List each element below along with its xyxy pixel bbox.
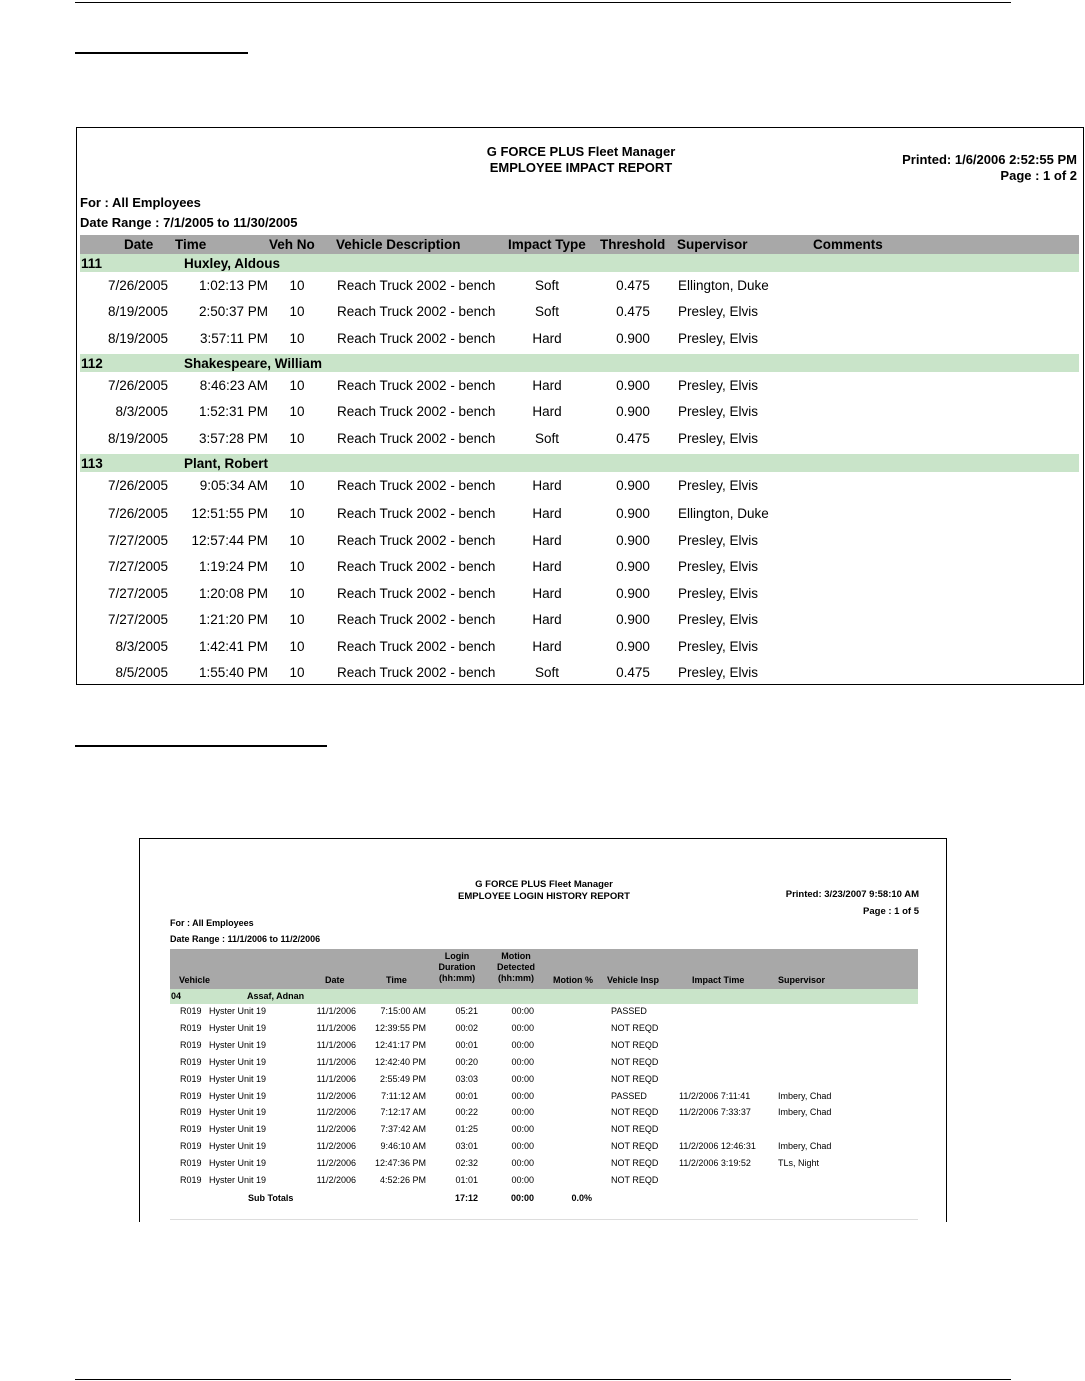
cell-vehicle-description: Reach Truck 2002 - bench	[337, 665, 496, 680]
cell-unit-code: R019	[180, 1107, 202, 1118]
cell-vehicle-insp: PASSED	[611, 1006, 647, 1016]
subtotals-label: Sub Totals	[248, 1193, 294, 1203]
cell-date: 7/27/2005	[107, 586, 168, 601]
cell-threshold: 0.475	[616, 431, 650, 446]
date-range: Date Range : 7/1/2005 to 11/30/2005	[80, 215, 298, 230]
cell-motion-detected: 00:00	[511, 1175, 534, 1185]
cell-supervisor: Presley, Elvis	[678, 559, 759, 574]
cell-time: 7:11:12 AM	[381, 1090, 426, 1101]
cell-veh-no: 10	[289, 586, 305, 601]
subtotals-motion: 00:00	[510, 1193, 534, 1203]
cell-veh-no: 10	[289, 431, 305, 446]
cell-supervisor: Presley, Elvis	[678, 639, 759, 654]
report2-printed-timestamp: Printed: 3/23/2007 9:58:10 AM	[785, 889, 919, 900]
employee-id: 113	[81, 456, 103, 471]
cell-veh-no: 10	[289, 639, 305, 654]
cell-threshold: 0.475	[616, 665, 650, 680]
cell-motion-detected: 00:00	[511, 1039, 534, 1050]
bottom-page-rule	[75, 1379, 1011, 1380]
cell-time: 1:21:20 PM	[198, 612, 268, 627]
section-underline-2	[75, 745, 327, 747]
subtotals-motion-pct: 0.0%	[571, 1193, 592, 1203]
table-row	[77, 378, 1085, 396]
table-row	[77, 506, 1085, 524]
cell-threshold: 0.475	[616, 278, 650, 293]
cell-time: 8:46:23 AM	[199, 378, 268, 393]
cell-time: 1:02:13 PM	[198, 278, 268, 293]
cell-veh-no: 10	[289, 612, 305, 627]
employee-login-history-report	[139, 838, 947, 1222]
cell-time: 9:46:10 AM	[380, 1141, 426, 1152]
cell-supervisor: Presley, Elvis	[678, 533, 759, 548]
cell-date: 11/1/2006	[316, 1022, 356, 1033]
cell-date: 11/1/2006	[316, 1056, 356, 1067]
cell-unit-code: R019	[180, 1090, 202, 1101]
printed-info	[902, 152, 1077, 184]
cell-login-duration: 01:25	[455, 1124, 478, 1135]
table-row	[77, 639, 1085, 657]
employee-group-header	[80, 254, 1079, 272]
cell-supervisor: TLs, Night	[778, 1158, 820, 1169]
printed-timestamp: Printed: 1/6/2006 2:52:55 PM	[902, 152, 1077, 167]
cell-motion-detected: 00:00	[511, 1006, 534, 1016]
employee-group-header	[80, 354, 1079, 372]
cell-threshold: 0.900	[616, 559, 650, 574]
cell-impact-type: Soft	[534, 665, 559, 680]
table-row	[77, 304, 1085, 322]
cell-date: 8/19/2005	[107, 331, 168, 346]
table-row	[140, 1124, 948, 1138]
cell-date: 7/26/2005	[107, 506, 168, 521]
cell-date: 7/26/2005	[107, 278, 168, 293]
cell-vehicle-name: Hyster Unit 19	[209, 1158, 267, 1169]
cell-unit-code: R019	[180, 1039, 202, 1050]
cell-supervisor: Presley, Elvis	[678, 586, 759, 601]
table-row	[77, 278, 1085, 296]
cell-vehicle-name: Hyster Unit 19	[209, 1073, 267, 1084]
cell-motion-detected: 00:00	[511, 1158, 534, 1169]
employee-id: 112	[81, 356, 103, 371]
employee-name: Plant, Robert	[184, 456, 269, 471]
cell-impact-type: Hard	[532, 478, 562, 493]
col-motion-detected-line2: Detected	[496, 962, 535, 972]
cell-vehicle-description: Reach Truck 2002 - bench	[337, 404, 496, 419]
cell-login-duration: 00:02	[455, 1022, 478, 1033]
cell-time: 2:50:37 PM	[198, 304, 268, 319]
cell-time: 7:15:00 AM	[380, 1006, 426, 1016]
cell-unit-code: R019	[180, 1056, 202, 1067]
cell-unit-code: R019	[180, 1124, 202, 1135]
cell-time: 4:52:26 PM	[379, 1175, 426, 1185]
cell-date: 7/27/2005	[107, 559, 168, 574]
cell-time: 12:41:17 PM	[374, 1039, 426, 1050]
cell-vehicle-insp: NOT REQD	[611, 1124, 659, 1135]
report2-table-header	[170, 949, 918, 989]
cell-veh-no: 10	[289, 331, 305, 346]
cell-threshold: 0.900	[616, 533, 650, 548]
report-title-line1: G FORCE PLUS Fleet Manager	[486, 144, 676, 159]
report2-for-line: For : All Employees	[170, 918, 254, 928]
cell-login-duration: 01:01	[455, 1175, 478, 1185]
cell-unit-code: R019	[180, 1175, 202, 1185]
cell-threshold: 0.900	[616, 612, 650, 627]
col-motion-pct: Motion %	[553, 975, 593, 985]
table-row	[140, 1006, 948, 1020]
col-login-duration-line1: Login	[444, 951, 470, 961]
section-underline-1	[75, 52, 248, 54]
cell-time: 1:52:31 PM	[198, 404, 268, 419]
cell-time: 12:47:36 PM	[374, 1158, 426, 1169]
col-impact-type: Impact Type	[508, 237, 586, 252]
report2-title-line1: G FORCE PLUS Fleet Manager	[475, 879, 613, 890]
cell-date: 11/2/2006	[316, 1107, 356, 1118]
cell-vehicle-name: Hyster Unit 19	[209, 1141, 267, 1152]
cell-date: 11/1/2006	[316, 1073, 356, 1084]
cell-vehicle-name: Hyster Unit 19	[209, 1006, 267, 1016]
report2-date-range: Date Range : 11/1/2006 to 11/2/2006	[170, 934, 321, 944]
cell-supervisor: Presley, Elvis	[678, 304, 759, 319]
cell-impact-type: Hard	[532, 404, 562, 419]
table-row	[140, 1023, 948, 1037]
cell-time: 3:57:11 PM	[199, 331, 268, 346]
col-vehicle: Vehicle	[179, 975, 211, 985]
cell-vehicle-name: Hyster Unit 19	[209, 1056, 267, 1067]
cell-vehicle-name: Hyster Unit 19	[209, 1175, 267, 1185]
cell-impact-time: 11/2/2006 3:19:52	[679, 1158, 751, 1169]
col-time: Time	[386, 975, 407, 985]
col-date: Date	[124, 237, 154, 252]
table-row	[77, 478, 1085, 496]
cell-vehicle-insp: NOT REQD	[611, 1022, 659, 1033]
cell-supervisor: Imbery, Chad	[778, 1090, 832, 1101]
cell-unit-code: R019	[180, 1073, 202, 1084]
employee-id: 111	[81, 256, 103, 271]
cell-impact-time: 11/2/2006 7:11:41	[679, 1090, 751, 1101]
cell-unit-code: R019	[180, 1141, 202, 1152]
table-row	[77, 665, 1085, 683]
cell-supervisor: Presley, Elvis	[678, 612, 759, 627]
cell-time: 2:55:49 PM	[379, 1073, 426, 1084]
cell-supervisor: Ellington, Duke	[678, 506, 769, 521]
cell-date: 11/2/2006	[316, 1175, 356, 1185]
col-impact-time: Impact Time	[692, 975, 745, 985]
cell-time: 12:39:55 PM	[374, 1022, 426, 1033]
cell-vehicle-description: Reach Truck 2002 - bench	[337, 378, 496, 393]
cell-date: 8/19/2005	[107, 431, 168, 446]
cell-vehicle-name: Hyster Unit 19	[209, 1022, 267, 1033]
cell-veh-no: 10	[289, 665, 305, 680]
cell-threshold: 0.900	[616, 586, 650, 601]
cell-date: 8/19/2005	[107, 304, 168, 319]
cell-date: 7/27/2005	[107, 533, 168, 548]
table-row	[77, 404, 1085, 422]
cell-vehicle-insp: NOT REQD	[611, 1039, 659, 1050]
cell-login-duration: 00:20	[455, 1056, 478, 1067]
col-supervisor: Supervisor	[778, 975, 826, 985]
cell-impact-time: 11/2/2006 12:46:31	[679, 1141, 756, 1152]
cell-veh-no: 10	[289, 559, 305, 574]
col-motion-detected	[490, 951, 542, 984]
cell-impact-type: Hard	[532, 586, 562, 601]
cell-vehicle-name: Hyster Unit 19	[209, 1039, 267, 1050]
cell-vehicle-insp: NOT REQD	[611, 1073, 659, 1084]
cell-veh-no: 10	[289, 304, 305, 319]
cell-impact-type: Soft	[534, 431, 559, 446]
subtotals-login: 17:12	[454, 1193, 478, 1203]
cell-veh-no: 10	[289, 278, 305, 293]
employee-name: Shakespeare, William	[184, 356, 322, 371]
col-motion-detected-line1: Motion	[501, 951, 531, 961]
cell-vehicle-insp: PASSED	[611, 1090, 647, 1101]
cell-veh-no: 10	[289, 378, 305, 393]
cell-date: 8/5/2005	[115, 665, 168, 680]
cell-threshold: 0.900	[616, 639, 650, 654]
col-supervisor: Supervisor	[677, 237, 748, 252]
cell-unit-code: R019	[180, 1022, 202, 1033]
cell-motion-detected: 00:00	[511, 1107, 534, 1118]
top-page-rule	[75, 2, 1011, 3]
col-motion-detected-line3: (hh:mm)	[498, 973, 534, 983]
group-id: 04	[171, 991, 182, 1001]
cell-supervisor: Presley, Elvis	[678, 431, 759, 446]
cell-vehicle-description: Reach Truck 2002 - bench	[337, 278, 496, 293]
cell-login-duration: 03:01	[455, 1141, 478, 1152]
cell-time: 1:20:08 PM	[198, 586, 268, 601]
col-date: Date	[325, 975, 345, 985]
cell-time: 1:55:40 PM	[198, 665, 268, 680]
cell-vehicle-description: Reach Truck 2002 - bench	[337, 304, 496, 319]
cell-date: 11/2/2006	[316, 1124, 356, 1135]
employee-impact-report	[76, 127, 1084, 685]
table-row	[77, 533, 1085, 551]
cell-unit-code: R019	[180, 1006, 202, 1016]
cell-impact-type: Soft	[534, 304, 559, 319]
cell-vehicle-name: Hyster Unit 19	[209, 1107, 267, 1118]
col-threshold: Threshold	[600, 237, 666, 252]
table-row	[77, 331, 1085, 349]
cell-vehicle-description: Reach Truck 2002 - bench	[337, 478, 496, 493]
cell-time: 1:42:41 PM	[198, 639, 268, 654]
cell-time: 12:57:44 PM	[191, 533, 268, 548]
report2-title-line2: EMPLOYEE LOGIN HISTORY REPORT	[458, 891, 630, 902]
cell-impact-time: 11/2/2006 7:33:37	[679, 1107, 751, 1118]
cell-threshold: 0.900	[616, 404, 650, 419]
cell-threshold: 0.900	[616, 478, 650, 493]
cell-supervisor: Presley, Elvis	[678, 478, 759, 493]
table-row	[77, 586, 1085, 604]
cell-time: 3:57:28 PM	[198, 431, 268, 446]
table-row	[140, 1175, 948, 1189]
table-row	[140, 1057, 948, 1071]
table-row	[140, 1040, 948, 1054]
cell-date: 7/26/2005	[107, 378, 168, 393]
cell-time: 1:19:24 PM	[198, 559, 268, 574]
col-veh-no: Veh No	[269, 237, 315, 252]
cell-vehicle-description: Reach Truck 2002 - bench	[337, 612, 496, 627]
cell-vehicle-insp: NOT REQD	[611, 1175, 659, 1185]
page-number: Page : 1 of 2	[1000, 168, 1077, 183]
cell-supervisor: Presley, Elvis	[678, 378, 759, 393]
cell-supervisor: Ellington, Duke	[678, 278, 769, 293]
cell-vehicle-description: Reach Truck 2002 - bench	[337, 431, 496, 446]
cell-date: 7/26/2005	[107, 478, 168, 493]
cell-date: 8/3/2005	[115, 404, 168, 419]
cell-date: 7/27/2005	[107, 612, 168, 627]
cell-vehicle-description: Reach Truck 2002 - bench	[337, 559, 496, 574]
for-line: For : All Employees	[80, 195, 201, 210]
cell-supervisor: Presley, Elvis	[678, 331, 759, 346]
cell-date: 11/2/2006	[316, 1141, 356, 1152]
table-row	[77, 612, 1085, 630]
cell-vehicle-insp: NOT REQD	[611, 1158, 659, 1169]
cell-impact-type: Hard	[532, 559, 562, 574]
cell-vehicle-insp: NOT REQD	[611, 1141, 659, 1152]
subtotals-row	[140, 1193, 948, 1207]
cell-vehicle-description: Reach Truck 2002 - bench	[337, 506, 496, 521]
report2-bottom-line	[170, 1219, 918, 1220]
cell-vehicle-description: Reach Truck 2002 - bench	[337, 586, 496, 601]
col-comments: Comments	[813, 237, 883, 252]
col-vehicle-insp: Vehicle Insp	[607, 975, 660, 985]
cell-threshold: 0.900	[616, 506, 650, 521]
cell-veh-no: 10	[289, 533, 305, 548]
table-row	[140, 1107, 948, 1121]
cell-vehicle-name: Hyster Unit 19	[209, 1090, 267, 1101]
cell-threshold: 0.900	[616, 378, 650, 393]
cell-login-duration: 05:21	[455, 1006, 478, 1016]
employee-name: Huxley, Aldous	[184, 256, 281, 271]
cell-threshold: 0.475	[616, 304, 650, 319]
cell-date: 11/2/2006	[316, 1158, 356, 1169]
cell-vehicle-insp: NOT REQD	[611, 1056, 659, 1067]
cell-login-duration: 00:22	[455, 1107, 478, 1118]
cell-motion-detected: 00:00	[511, 1022, 534, 1033]
report2-page-number: Page : 1 of 5	[863, 906, 919, 917]
cell-veh-no: 10	[289, 506, 305, 521]
cell-time: 9:05:34 AM	[199, 478, 268, 493]
cell-unit-code: R019	[180, 1158, 202, 1169]
cell-supervisor: Imbery, Chad	[778, 1107, 832, 1118]
report2-printed-info	[786, 886, 919, 920]
cell-motion-detected: 00:00	[511, 1056, 534, 1067]
col-vehicle-description: Vehicle Description	[336, 237, 461, 252]
cell-veh-no: 10	[289, 404, 305, 419]
table-row	[140, 1074, 948, 1088]
col-time: Time	[175, 237, 207, 252]
cell-motion-detected: 00:00	[511, 1090, 534, 1101]
table-row	[140, 1158, 948, 1172]
cell-login-duration: 03:03	[455, 1073, 478, 1084]
cell-vehicle-description: Reach Truck 2002 - bench	[337, 533, 496, 548]
cell-date: 11/1/2006	[316, 1006, 356, 1016]
table-row	[140, 1141, 948, 1155]
cell-login-duration: 02:32	[455, 1158, 478, 1169]
cell-impact-type: Hard	[532, 378, 562, 393]
cell-date: 11/1/2006	[316, 1039, 356, 1050]
cell-veh-no: 10	[289, 478, 305, 493]
cell-motion-detected: 00:00	[511, 1073, 534, 1084]
cell-impact-type: Hard	[532, 506, 562, 521]
table-row	[77, 559, 1085, 577]
cell-vehicle-name: Hyster Unit 19	[209, 1124, 267, 1135]
report-title-line2: EMPLOYEE IMPACT REPORT	[489, 160, 673, 175]
cell-time: 7:37:42 AM	[380, 1124, 426, 1135]
cell-login-duration: 00:01	[455, 1039, 478, 1050]
cell-impact-type: Hard	[532, 533, 562, 548]
cell-impact-type: Hard	[532, 612, 562, 627]
report2-group-header	[170, 989, 918, 1004]
cell-motion-detected: 00:00	[511, 1141, 534, 1152]
cell-supervisor: Presley, Elvis	[678, 404, 759, 419]
cell-date: 8/3/2005	[115, 639, 168, 654]
table-header	[80, 235, 1079, 254]
cell-supervisor: Imbery, Chad	[778, 1141, 832, 1152]
cell-date: 11/2/2006	[316, 1090, 356, 1101]
col-login-duration	[432, 951, 482, 984]
cell-threshold: 0.900	[616, 331, 650, 346]
cell-impact-type: Hard	[532, 639, 562, 654]
cell-vehicle-insp: NOT REQD	[611, 1107, 659, 1118]
table-row	[77, 431, 1085, 449]
group-name: Assaf, Adnan	[247, 991, 305, 1001]
employee-group-header	[80, 454, 1079, 472]
table-row	[140, 1091, 948, 1105]
col-login-duration-line3: (hh:mm)	[439, 973, 475, 983]
col-login-duration-line2: Duration	[438, 962, 476, 972]
cell-impact-type: Soft	[534, 278, 559, 293]
cell-impact-type: Hard	[532, 331, 562, 346]
cell-time: 12:51:55 PM	[191, 506, 268, 521]
cell-vehicle-description: Reach Truck 2002 - bench	[337, 639, 496, 654]
cell-time: 7:12:17 AM	[380, 1107, 426, 1118]
cell-motion-detected: 00:00	[511, 1124, 534, 1135]
cell-vehicle-description: Reach Truck 2002 - bench	[337, 331, 496, 346]
cell-time: 12:42:40 PM	[374, 1056, 426, 1067]
cell-supervisor: Presley, Elvis	[678, 665, 759, 680]
cell-login-duration: 00:01	[455, 1090, 478, 1101]
